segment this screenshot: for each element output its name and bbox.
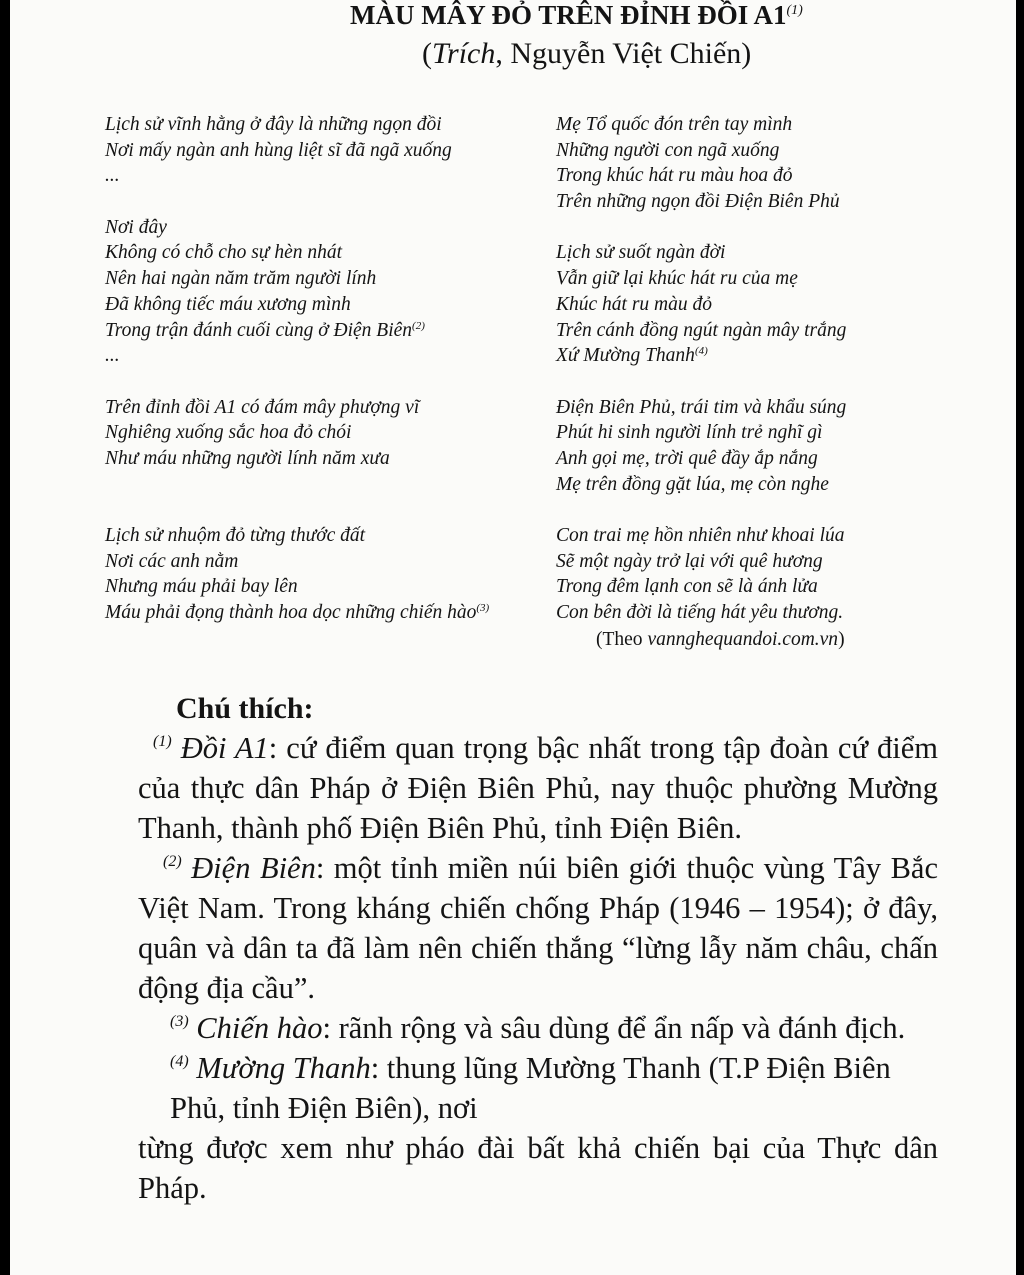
poem-line	[556, 574, 1016, 600]
poem-line-text: Trên cánh đồng ngút ngàn mây trắng	[556, 319, 847, 341]
poem-line-text: Trên đỉnh đồi A1 có đám mây phượng vĩ	[105, 396, 420, 418]
poem-line	[556, 420, 1016, 446]
poem-line-text: Anh gọi mẹ, trời quê đầy ắp nắng	[556, 447, 818, 469]
note-2-mark: (2)	[163, 853, 182, 870]
footnote-mark: (3)	[476, 602, 490, 615]
note-2-text: : một tỉnh miền núi biên giới thuộc vùng Tây Bắc Việt Nam. Trong kháng chiến chống Pháp (1946 – 1954); ở đây, quân và dân ta đã làm nên chiến thắng “lừng lẫy năm châu, chấn động địa cầu”.	[138, 851, 939, 1005]
poem-line	[105, 138, 565, 164]
note-1-mark: (1)	[153, 733, 172, 750]
poem-line-text: Lịch sử nhuộm đỏ từng thước đất	[105, 525, 366, 546]
poem-line	[105, 574, 565, 600]
poem-line-text: Trong trận đánh cuối cùng ở Điện Biên	[105, 319, 413, 341]
poem-line	[556, 138, 1016, 164]
subtitle-author: , Nguyễn Việt Chiến)	[495, 37, 752, 70]
poem-line-text: Xứ Mường Thanh	[556, 345, 695, 367]
poem-line	[556, 549, 1016, 575]
poem-line	[556, 240, 1016, 266]
poem-line	[105, 266, 565, 292]
poem-line-text: Khúc hát ru màu đỏ	[556, 293, 712, 315]
poem-line-text: Mẹ Tổ quốc đón trên tay mình	[556, 114, 793, 135]
poem-line-text: Nhưng máu phải bay lên	[105, 576, 298, 598]
poem-line-text: Trên những ngọn đồi Điện Biên Phủ	[556, 191, 840, 213]
poem-subtitle	[422, 37, 751, 71]
title-footnote-mark: (1)	[786, 3, 803, 18]
note-4-term: Mường Thanh	[196, 1051, 371, 1085]
poem-line-text: ...	[105, 165, 120, 187]
stanza-gap	[556, 497, 1016, 523]
note-3-text: : rãnh rộng và sâu dùng để ẩn nấp và đánh địch.	[322, 1011, 906, 1045]
poem-line	[105, 600, 565, 626]
poem-line-text: Phút hi sinh người lính trẻ nghĩ gì	[556, 422, 823, 444]
subtitle-open: (	[422, 37, 432, 70]
poem-line-text: Con trai mẹ hồn nhiên như khoai lúa	[556, 525, 845, 546]
stanza-gap	[556, 369, 1016, 395]
note-4-text: : thung lũng Mường Thanh (T.P Điện Biên Phủ, tỉnh Điện Biên), nơi	[170, 1051, 891, 1125]
stanza-gap	[105, 369, 565, 395]
subtitle-excerpt: Trích	[432, 37, 496, 70]
poem-line	[105, 318, 565, 344]
notes-section	[138, 728, 938, 1208]
poem-line	[556, 163, 1016, 189]
note-1-text: : cứ điểm quan trọng bậc nhất trong tập đoàn cứ điểm của thực dân Pháp ở Điện Biên Phủ, nay thuộc phường Mường Thanh, thành phố Điện Biên Phủ, tỉnh Điện Biên.	[138, 731, 939, 845]
source-prefix: (Theo	[596, 629, 648, 650]
poem-line-text: Sẽ một ngày trở lại với quê hương	[556, 550, 823, 572]
poem-line	[105, 343, 565, 369]
poem-line	[105, 446, 565, 472]
poem-line	[556, 395, 1016, 421]
source-site: vannghequandoi.com.vn	[647, 629, 839, 650]
poem-line	[105, 112, 565, 138]
note-3	[138, 1008, 938, 1048]
poem-title-text: MÀU MÂY ĐỎ TRÊN ĐỈNH ĐỒI A1	[350, 0, 787, 30]
poem-line-text: Máu phải đọng thành hoa dọc những chiến hào	[105, 602, 477, 624]
poem-line	[105, 215, 565, 241]
poem-line	[556, 523, 1016, 549]
poem-line-text: Điện Biên Phủ, trái tim và khẩu súng	[556, 396, 847, 418]
notes-heading: Chú thích:	[176, 692, 314, 725]
poem-line-text: Vẫn giữ lại khúc hát ru của mẹ	[556, 268, 798, 290]
poem-line-text: Như máu những người lính năm xưa	[105, 447, 390, 469]
poem-title	[350, 0, 803, 30]
poem-line	[556, 292, 1016, 318]
note-4	[138, 1048, 938, 1128]
poem-line	[556, 472, 1016, 498]
footnote-mark: (2)	[412, 319, 425, 332]
poem-line-text: Nên hai ngàn năm trăm người lính	[105, 268, 377, 290]
stanza-gap	[105, 189, 565, 215]
poem-line-text: ...	[105, 345, 120, 367]
poem-line-text: Nơi mấy ngàn anh hùng liệt sĩ đã ngã xuống	[105, 139, 452, 161]
note-1-term: Đồi A1	[180, 731, 269, 765]
document-page	[10, 0, 1016, 1275]
poem-line-text: Đã không tiếc máu xương mình	[105, 293, 351, 315]
poem-column-left	[105, 112, 565, 626]
source-suffix: )	[838, 629, 845, 650]
poem-line-text: Nơi đây	[105, 216, 167, 238]
note-3-term: Chiến hào	[196, 1011, 323, 1045]
poem-line	[105, 523, 565, 549]
footnote-mark: (4)	[694, 345, 708, 358]
poem-line-text: Lịch sử suốt ngàn đời	[556, 242, 726, 264]
poem-line	[556, 446, 1016, 472]
note-2-term: Điện Biên	[191, 851, 316, 885]
poem-line-text: Lịch sử vĩnh hằng ở đây là những ngọn đồi	[105, 114, 442, 135]
poem-source	[596, 627, 845, 653]
poem-line-text: Con bên đời là tiếng hát yêu thương.	[556, 602, 844, 624]
poem-line	[556, 343, 1016, 369]
poem-line-text: Trong khúc hát ru màu hoa đỏ	[556, 165, 793, 187]
stanza-gap	[556, 215, 1016, 241]
note-4-mark: (4)	[170, 1053, 189, 1070]
poem-line-text: Nghiêng xuống sắc hoa đỏ chói	[105, 422, 352, 444]
poem-line	[105, 292, 565, 318]
poem-line-text: Những người con ngã xuống	[556, 139, 780, 161]
poem-line	[556, 189, 1016, 215]
note-4-continuation: từng được xem như pháo đài bất khả chiến bại của Thực dân Pháp.	[138, 1131, 938, 1205]
stanza-gap	[105, 472, 565, 498]
poem-line	[556, 112, 1016, 138]
poem-line	[105, 395, 565, 421]
stanza-gap	[105, 497, 565, 523]
note-3-mark: (3)	[170, 1013, 189, 1030]
poem-line	[556, 318, 1016, 344]
note-1	[138, 728, 938, 848]
poem-line-text: Nơi các anh nằm	[105, 550, 239, 572]
poem-line	[105, 420, 565, 446]
poem-line	[556, 266, 1016, 292]
poem-line	[105, 240, 565, 266]
poem-line-text: Không có chỗ cho sự hèn nhát	[105, 242, 343, 264]
poem-line	[105, 163, 565, 189]
poem-line	[105, 549, 565, 575]
poem-line-text: Mẹ trên đồng gặt lúa, mẹ còn nghe	[556, 473, 829, 495]
poem-line-text: Trong đêm lạnh con sẽ là ánh lửa	[556, 576, 818, 598]
note-2	[138, 848, 938, 1008]
poem-column-right	[556, 112, 1016, 626]
poem-line	[556, 600, 1016, 626]
